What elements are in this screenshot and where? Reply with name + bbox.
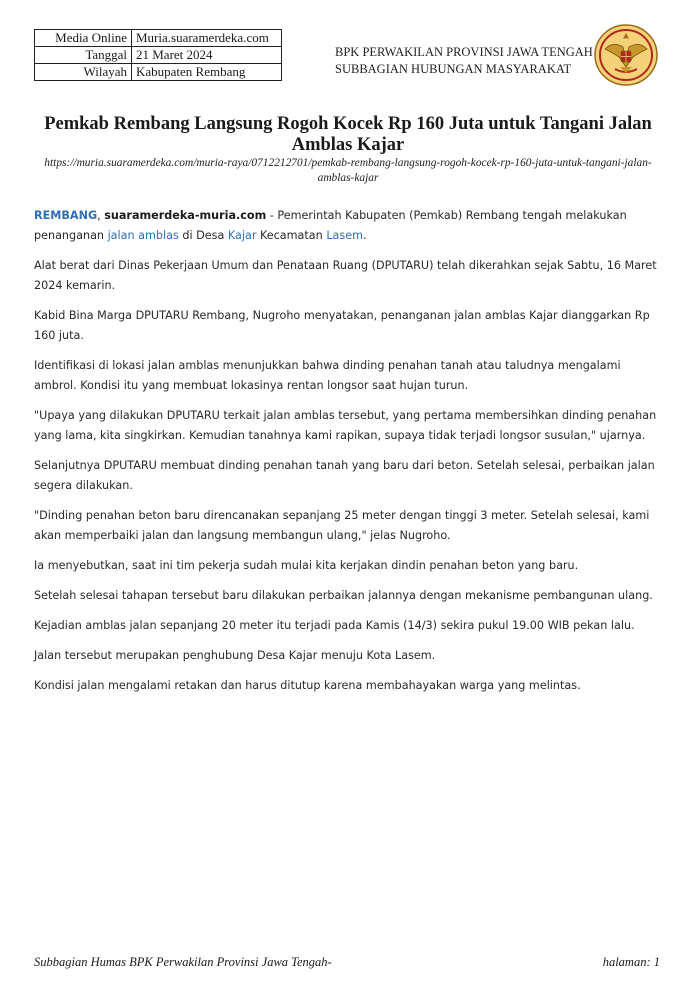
paragraph: Kejadian amblas jalan sepanjang 20 meter itu terjadi pada Kamis (14/3) sekira pukul 19.00 WIB pekan lalu. (34, 619, 635, 632)
table-row (35, 64, 282, 81)
lead-text: di Desa (178, 229, 228, 242)
link-lasem[interactable]: Lasem (326, 229, 364, 242)
link-jalan-amblas[interactable]: jalan amblas (107, 229, 179, 242)
paragraph: Alat berat dari Dinas Pekerjaan Umum dan Penataan Ruang (DPUTARU) telah dikerahkan sejak Sabtu, 16 Maret 2024 kemarin. (34, 259, 657, 292)
page-number: halaman: 1 (602, 955, 660, 969)
source-brand: suaramerdeka-muria.com (104, 209, 267, 222)
media-value: Muria.suaramerdeka.com (132, 30, 282, 47)
paragraph: "Upaya yang dilakukan DPUTARU terkait jalan amblas tersebut, yang pertama membersihkan dinding penahan yang lama, kita singkirkan. Kemudian tanahnya kami rapikan, supaya tidak terjadi longsor susulan," ujarnya. (34, 409, 657, 442)
table-row (35, 47, 282, 64)
paragraph: Jalan tersebut merupakan penghubung Desa Kajar menuju Kota Lasem. (34, 649, 436, 662)
separator: - (266, 209, 278, 222)
media-label: Media Online (35, 30, 132, 47)
paragraph: "Dinding penahan beton baru direncanakan sepanjang 25 meter dengan tinggi 3 meter. Setelah selesai, kami akan memperbaiki jalan dan langsung membangun ulang," jelas Nugroho. (34, 509, 650, 542)
paragraph: Ia menyebutkan, saat ini tim pekerja sudah mulai kita kerjakan dindin penahan beton yang baru. (34, 559, 579, 572)
lead-paragraph (34, 206, 664, 246)
organization-header (335, 44, 593, 78)
org-division: SUBBAGIAN HUBUNGAN MASYARAKAT (335, 62, 572, 76)
region-label: Wilayah (35, 64, 132, 81)
paragraph: Kabid Bina Marga DPUTARU Rembang, Nugroho menyatakan, penanganan jalan amblas Kajar dianggarkan Rp 160 juta. (34, 309, 650, 342)
link-kajar[interactable]: Kajar (227, 229, 257, 242)
date-label: Tanggal (35, 47, 132, 64)
dateline: REMBANG (34, 209, 98, 222)
garuda-emblem-icon (593, 23, 659, 87)
paragraph: Selanjutnya DPUTARU membuat dinding penahan tanah yang baru dari beton. Setelah selesai, perbaikan jalan segera dilakukan. (34, 459, 655, 492)
footer-department: Subbagian Humas BPK Perwakilan Provinsi Jawa Tengah- (34, 955, 332, 969)
media-info-table (34, 29, 282, 81)
table-row (35, 30, 282, 47)
date-value: 21 Maret 2024 (132, 47, 282, 64)
article-body (34, 206, 664, 706)
article-url[interactable]: https://muria.suaramerdeka.com/muria-raya/0712212701/pemkab-rembang-langsung-rogoh-kocek-rp-160-juta-untuk-tangani-jalan-amblas-kajar (44, 157, 652, 184)
paragraph: Kondisi jalan mengalami retakan dan harus ditutup karena membahayakan warga yang melintas. (34, 679, 581, 692)
region-value: Kabupaten Rembang (132, 64, 282, 81)
article-title: Pemkab Rembang Langsung Rogoh Kocek Rp 160 Juta untuk Tangani Jalan Amblas Kajar (44, 114, 652, 155)
lead-text: Pemerintah Kabupaten (Pemkab) Rembang tengah melakukan penanganan (34, 209, 627, 242)
org-name: BPK PERWAKILAN PROVINSI JAWA TENGAH (335, 45, 593, 59)
paragraph: Setelah selesai tahapan tersebut baru dilakukan perbaikan jalannya dengan mekanisme pembangunan ulang. (34, 589, 653, 602)
lead-text: . (363, 229, 367, 242)
separator: , (97, 209, 105, 222)
lead-text: Kecamatan (256, 229, 327, 242)
paragraph: Identifikasi di lokasi jalan amblas menunjukkan bahwa dinding penahan tanah atau taludnya mengalami ambrol. Kondisi itu yang membuat lokasinya rentan longsor saat hujan turun. (34, 359, 621, 392)
